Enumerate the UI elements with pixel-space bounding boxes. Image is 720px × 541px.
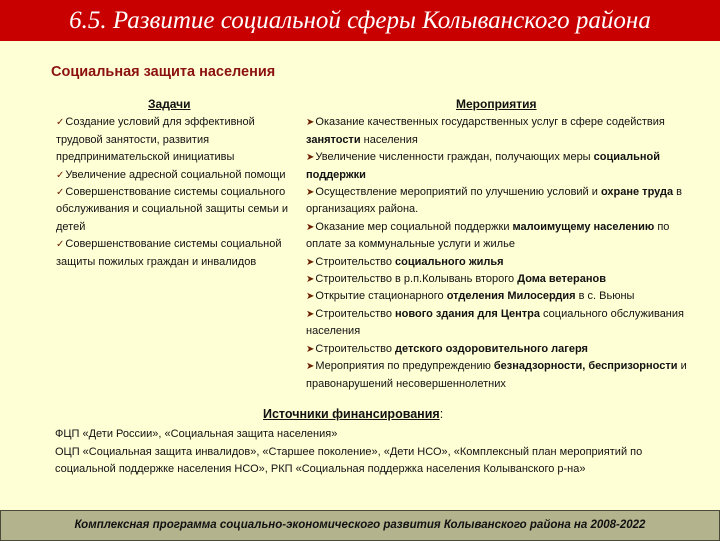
item-text: и правонарушений несовершеннолетних bbox=[306, 360, 687, 390]
item-text: Совершенствование системы социального обслуживания и социальной защиты семьи и детей bbox=[56, 186, 289, 233]
list-item bbox=[306, 184, 706, 219]
list-item bbox=[306, 341, 706, 358]
item-emphasis: Дома ветеранов bbox=[517, 273, 606, 286]
item-text: Строительство bbox=[315, 307, 396, 320]
item-text: по оплате за коммунальные услуги и жилье bbox=[306, 220, 670, 251]
checkmark-icon: ✓ bbox=[56, 169, 65, 181]
item-text: Строительство bbox=[315, 255, 396, 268]
item-text: Открытие стационарного bbox=[315, 290, 447, 303]
measures-column bbox=[306, 96, 706, 393]
item-emphasis: детского оздоровительного лагеря bbox=[395, 342, 588, 355]
item-text: Создание условий для эффективной трудовой занятости, развития предпринимательской инициативы bbox=[56, 116, 255, 164]
list-item bbox=[56, 184, 292, 236]
list-item bbox=[56, 114, 292, 166]
footer-banner bbox=[0, 510, 720, 541]
list-item bbox=[306, 358, 706, 393]
item-emphasis: нового здания для Центра bbox=[395, 307, 540, 320]
list-item bbox=[306, 114, 706, 149]
checkmark-icon: ✓ bbox=[56, 239, 65, 251]
funding-line: ФЦП «Дети России», «Социальная защита населения» bbox=[55, 427, 338, 440]
list-item bbox=[306, 219, 706, 254]
list-item bbox=[306, 271, 706, 288]
item-text: населения bbox=[360, 133, 418, 146]
measures-list bbox=[306, 114, 706, 393]
arrowhead-icon: ➤ bbox=[306, 117, 315, 129]
funding-title-text: Источники финансирования bbox=[263, 407, 440, 421]
arrowhead-icon: ➤ bbox=[306, 291, 315, 303]
tasks-column bbox=[56, 96, 292, 271]
funding-section bbox=[55, 406, 695, 479]
list-item bbox=[306, 306, 706, 341]
arrowhead-icon: ➤ bbox=[306, 152, 315, 164]
item-text: Увеличение адресной социальной помощи bbox=[65, 168, 286, 181]
footer-text: Комплексная программа социально-экономического развития Колыванского района на 2008-2022 bbox=[74, 519, 646, 531]
section-subtitle: Социальная защита населения bbox=[51, 64, 276, 80]
item-emphasis: охране труда bbox=[600, 186, 674, 199]
funding-title-colon: : bbox=[439, 407, 444, 421]
item-emphasis: безнадзорности, беспризорности bbox=[493, 360, 678, 373]
measures-title: Мероприятия bbox=[456, 97, 537, 111]
item-text: в организациях района. bbox=[306, 186, 682, 216]
funding-line: ОЦП «Социальная защита инвалидов», «Старшее поколение», «Дети НСО», «Комплексный план мероприятий по социальной поддержке населения НСО», РКП «Социальная поддержка населения Колыванского р-на» bbox=[55, 445, 643, 476]
item-emphasis: социальной поддержки bbox=[306, 151, 661, 181]
checkmark-icon: ✓ bbox=[56, 187, 65, 199]
item-text: в с. Вьюны bbox=[575, 290, 635, 303]
item-emphasis: малоимущему населению bbox=[512, 220, 655, 233]
checkmark-icon: ✓ bbox=[56, 117, 65, 129]
item-text: Совершенствование системы социальной защиты пожилых граждан и инвалидов bbox=[56, 238, 282, 268]
funding-title bbox=[55, 406, 695, 424]
arrowhead-icon: ➤ bbox=[306, 274, 315, 286]
arrowhead-icon: ➤ bbox=[306, 361, 315, 373]
list-item bbox=[306, 288, 706, 305]
item-text: Строительство в р.п.Колывань второго bbox=[315, 273, 518, 286]
item-emphasis: социального жилья bbox=[395, 255, 504, 268]
arrowhead-icon: ➤ bbox=[306, 221, 315, 233]
list-item bbox=[56, 167, 292, 184]
item-text: социального обслуживания населения bbox=[306, 307, 684, 338]
item-emphasis: отделения Милосердия bbox=[446, 290, 576, 303]
item-text: Увеличение численности граждан, получающих меры bbox=[315, 151, 594, 164]
item-text: Мероприятия по предупреждению bbox=[315, 360, 494, 373]
arrowhead-icon: ➤ bbox=[306, 343, 315, 355]
tasks-title: Задачи bbox=[148, 97, 191, 111]
list-item bbox=[306, 149, 706, 184]
item-text: Осуществление мероприятий по улучшению условий и bbox=[315, 186, 601, 199]
arrowhead-icon: ➤ bbox=[306, 256, 315, 268]
tasks-list bbox=[56, 114, 292, 271]
list-item bbox=[306, 254, 706, 271]
list-item bbox=[56, 236, 292, 271]
slide-header bbox=[0, 0, 720, 41]
arrowhead-icon: ➤ bbox=[306, 308, 315, 320]
item-emphasis: занятости bbox=[306, 133, 361, 146]
arrowhead-icon: ➤ bbox=[306, 187, 315, 199]
item-text: Оказание качественных государственных услуг в сфере содействия bbox=[315, 116, 665, 129]
slide-title: 6.5. Развитие социальной сферы Колыванского района bbox=[69, 7, 651, 34]
item-text: Оказание мер социальной поддержки bbox=[315, 220, 513, 233]
item-text: Строительство bbox=[315, 342, 396, 355]
